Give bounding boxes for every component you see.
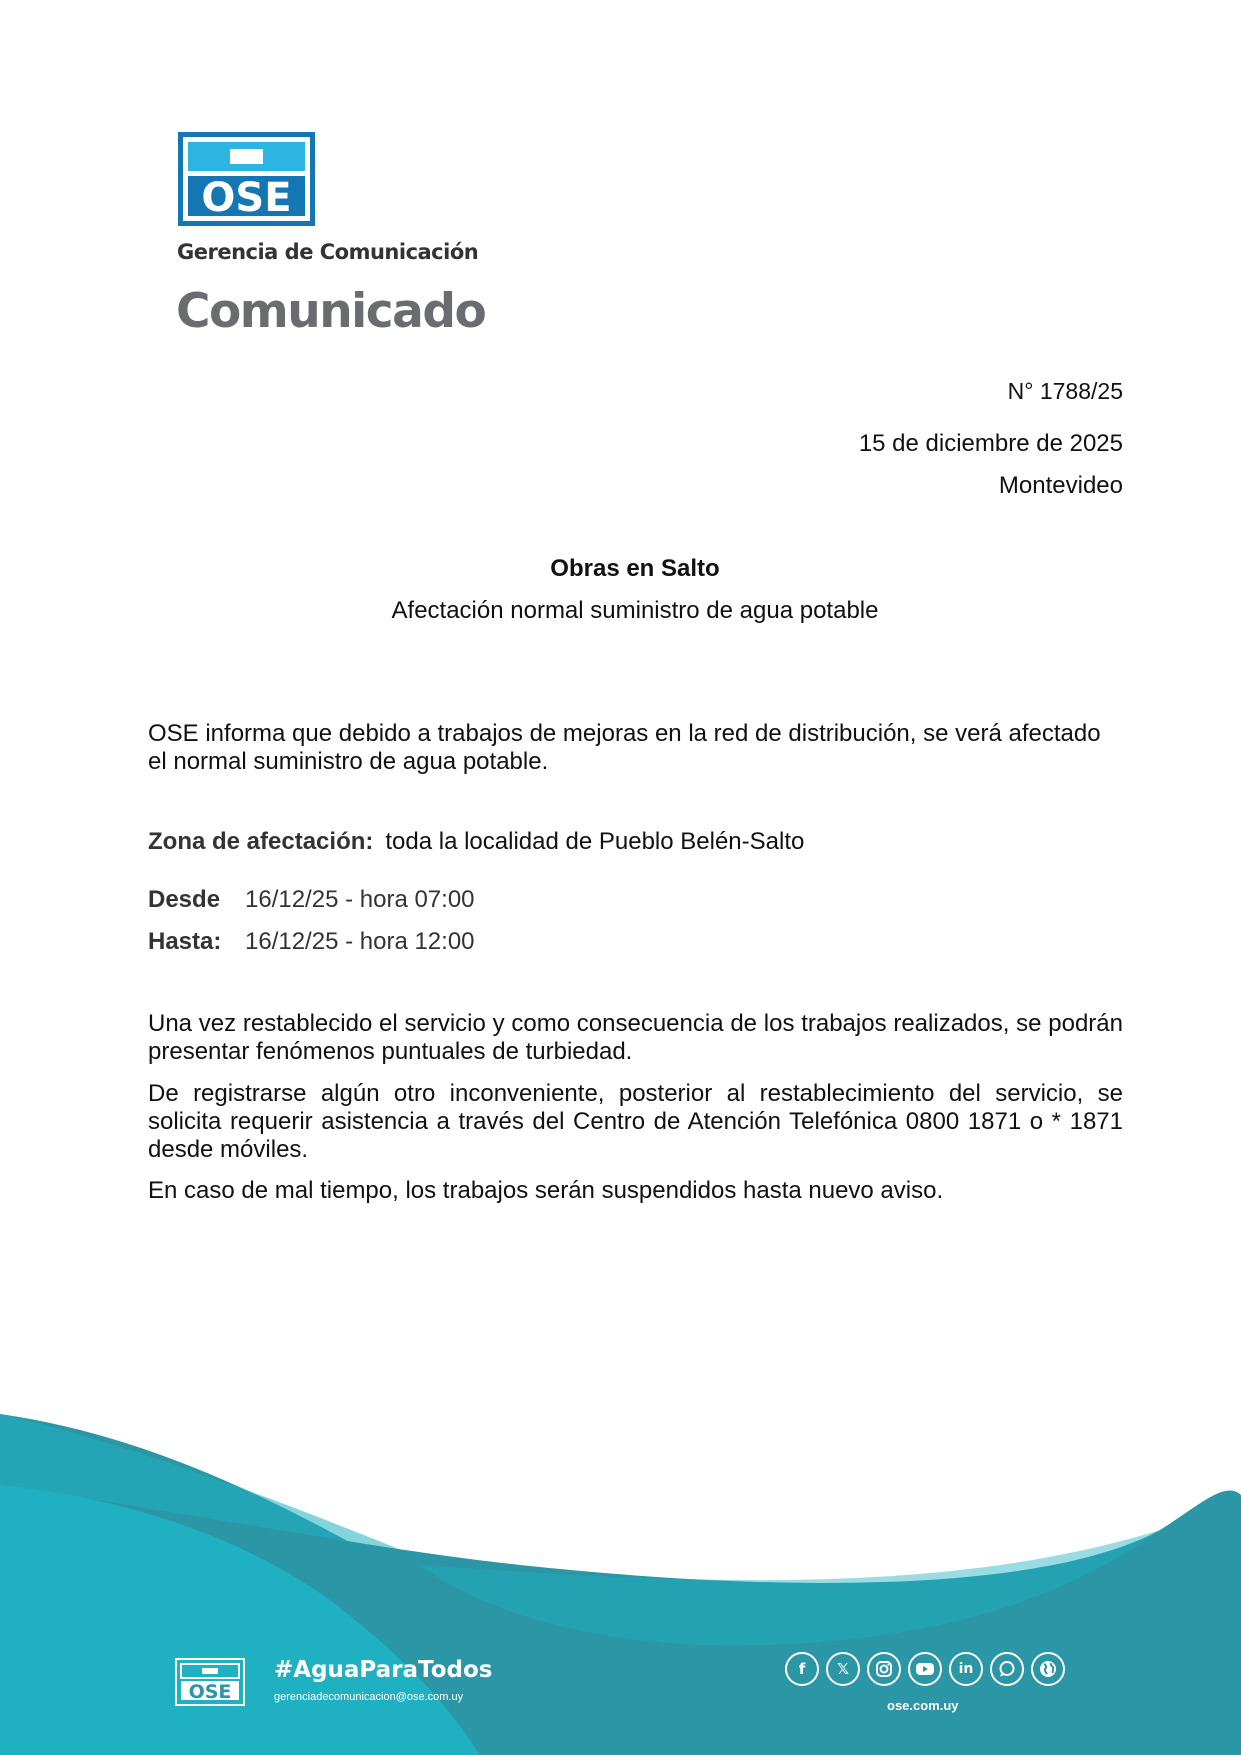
zone-row <box>148 828 804 856</box>
turbidity-paragraph: Una vez restablecido el servicio y como consecuencia de los trabajos realizados, se podrán presentar fenómenos puntuales de turbiedad. <box>148 1010 1123 1065</box>
youtube-icon[interactable] <box>908 1652 942 1686</box>
ose-logo <box>178 132 315 226</box>
from-value: 16/12/25 - hora 07:00 <box>245 886 475 913</box>
document-date: 15 de diciembre de 2025 <box>858 430 1123 457</box>
from-row <box>148 886 475 914</box>
department-name: Gerencia de Comunicación <box>177 240 479 264</box>
subject-subtitle: Afectación normal suministro de agua potable <box>391 597 879 624</box>
to-label: Hasta: <box>148 928 222 955</box>
assistance-paragraph: De registrarse algún otro inconveniente, posterior al restablecimiento del servicio, se solicita requerir asistencia a través del Centro de Atención Telefónica 0800 1871 o * 1871 desde móviles. <box>148 1080 1123 1163</box>
linkedin-icon[interactable]: in <box>949 1652 983 1686</box>
facebook-icon[interactable]: f <box>785 1652 819 1686</box>
footer-email[interactable]: gerenciadecomunicacion@ose.com.uy <box>274 1691 464 1703</box>
footer-logo-text: OSE <box>188 1681 232 1703</box>
intro-paragraph: OSE informa que debido a trabajos de mejoras en la red de distribución, se verá afectado el normal suministro de agua potable. <box>148 720 1101 775</box>
footer-hashtag: #AguaParaTodos <box>274 1657 493 1683</box>
whatsapp-icon[interactable] <box>990 1652 1024 1686</box>
to-row <box>148 928 475 956</box>
logo-text: OSE <box>201 175 292 221</box>
from-label: Desde <box>148 886 221 913</box>
footer-website[interactable]: ose.com.uy <box>887 1698 959 1713</box>
x-icon[interactable]: 𝕏 <box>826 1652 860 1686</box>
social-icons <box>785 1652 1065 1686</box>
zone-label: Zona de afectación: <box>148 828 374 855</box>
document-type-title: Comunicado <box>176 284 486 339</box>
subject-title: Obras en Salto <box>550 555 720 582</box>
web-icon[interactable] <box>1031 1652 1065 1686</box>
document-number: N° 1788/25 <box>1007 378 1123 404</box>
document-city: Montevideo <box>998 472 1123 499</box>
footer-ose-logo <box>175 1658 245 1706</box>
zone-value: toda la localidad de Pueblo Belén-Salto <box>385 828 805 855</box>
instagram-icon[interactable] <box>867 1652 901 1686</box>
to-value: 16/12/25 - hora 12:00 <box>245 928 475 955</box>
weather-paragraph: En caso de mal tiempo, los trabajos serán suspendidos hasta nuevo aviso. <box>148 1177 944 1204</box>
